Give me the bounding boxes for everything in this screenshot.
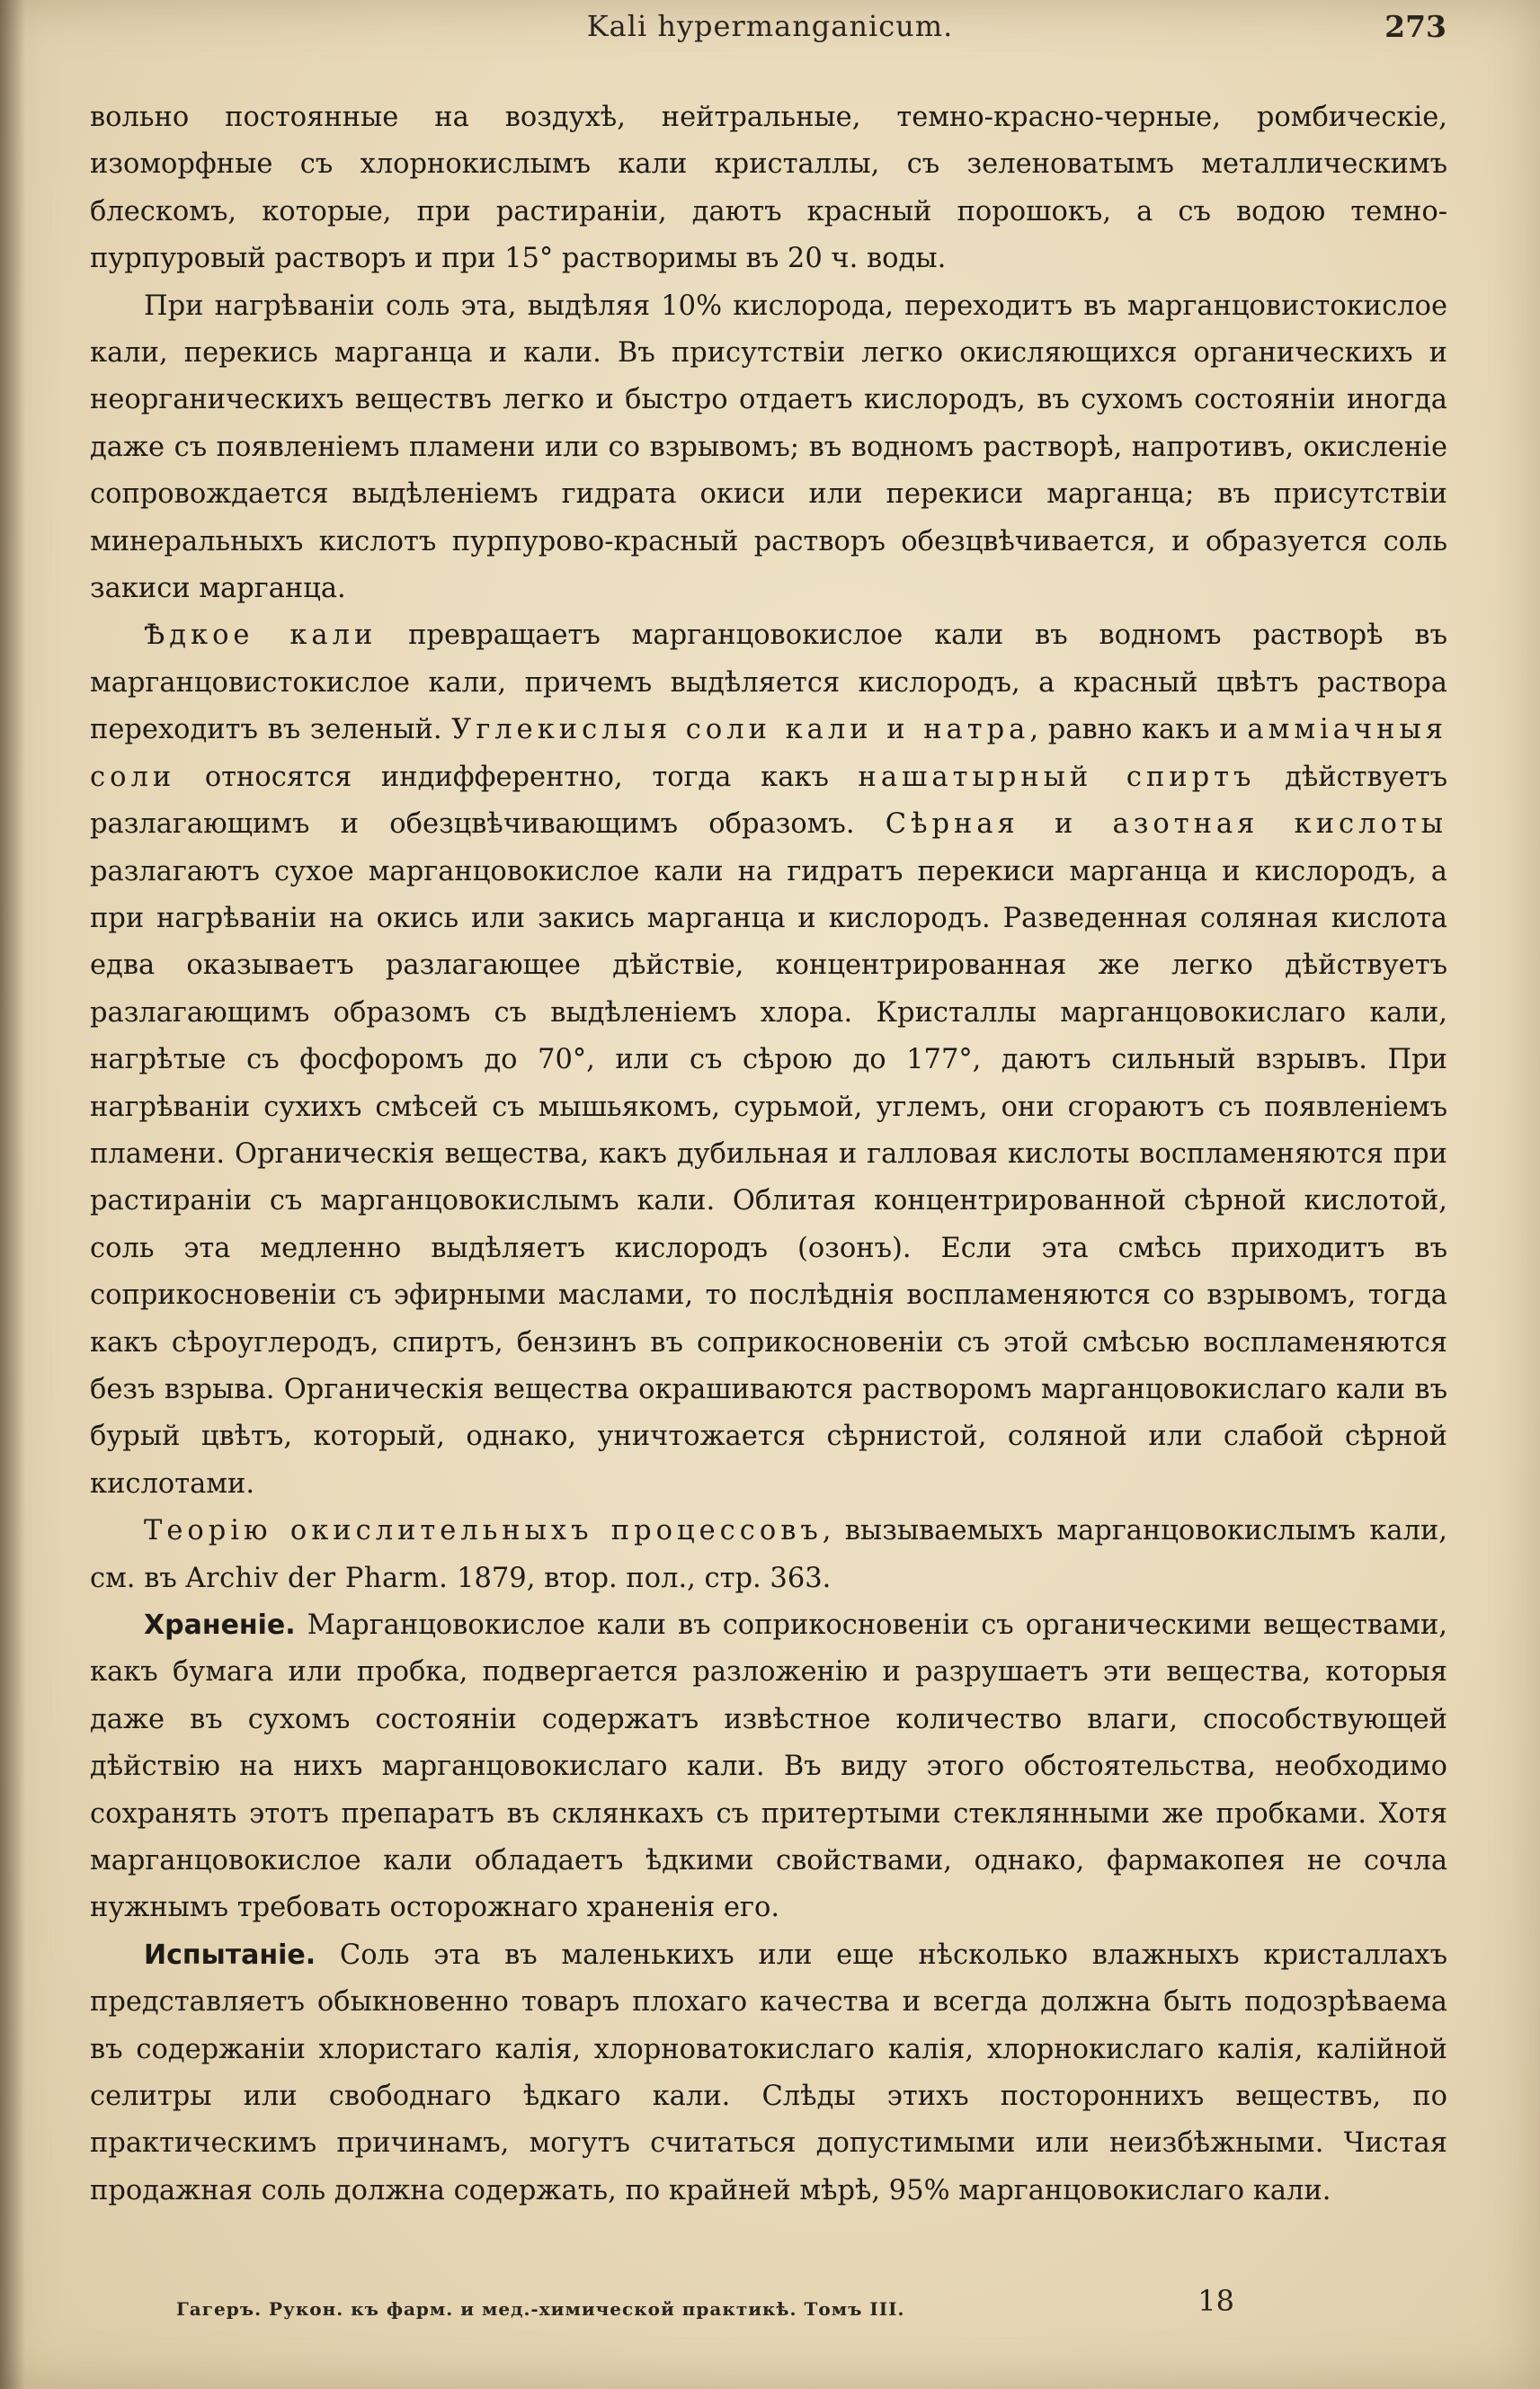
text-run: Марганцовокислое кали въ соприкосновеніи съ органическими веществами, какъ бумага или пробка, подвергается разложенію и разрушаетъ эти вещества, которыя даже въ сухомъ состояніи содержатъ извѣстное количество влаги, способствующей дѣйствію на нихъ марганцовокислаго кали. Въ виду этого обстоятельства, необходимо сохранять этотъ препаратъ въ склянкахъ съ притертыми стеклянными же пробками. Хотя марганцовокислое кали обладаетъ ѣдкими свойствами, однако, фармакопея не сочла нужнымъ требовать осторожнаго храненія его. xyxy=(90,1609,1447,1924)
paragraph xyxy=(90,1508,1447,1602)
emphasized-text: Сѣрная и азотная кислоты xyxy=(885,808,1447,841)
signature-mark: 18 xyxy=(1197,2284,1234,2318)
section-term: Испытаніе. xyxy=(144,1939,316,1971)
text-run: разлагаютъ сухое марганцовокислое кали на гидратъ перекиси марганца и кислородъ, а при нагрѣваніи на окись или закись марганца и кислородъ. Разведенная соляная кислота едва оказываетъ разлагающее дѣйствіе, концентрированная же легко дѣйствуетъ разлагающимъ образомъ съ выдѣленіемъ хлора. Кристаллы марганцовокислаго кали, нагрѣтые съ фосфоромъ до 70°, или съ сѣрою до 177°, даютъ сильный взрывъ. При нагрѣваніи сухихъ смѣсей съ мышьякомъ, сурьмой, углемъ, они сгораютъ съ появленіемъ пламени. Органическія вещества, какъ дубильная и галловая кислоты воспламеняются при растираніи съ марганцовокислымъ кали. Облитая концентрированной сѣрной кислотой, соль эта медленно выдѣляетъ кислородъ (озонъ). Если эта смѣсь приходитъ въ соприкосновеніи съ эфирными маслами, то послѣднія воспламеняются со взрывомъ, тогда какъ сѣроуглеродъ, спиртъ, бензинъ въ соприкосновеніи съ этой смѣсью воспламеняются безъ взрыва. Органическія вещества окрашиваются растворомъ марганцовокислаго кали въ бурый цвѣтъ, который, однако, уничтожается сѣрнистой, соляной или слабой сѣрной кислотами. xyxy=(90,855,1447,1500)
text-run: 1879, втор. пол., стр. 363. xyxy=(448,1562,832,1594)
page-footer xyxy=(176,2284,1378,2329)
text-run: , вызываемыхъ марганцовокислымъ кали, см. въ xyxy=(90,1515,1447,1594)
emphasized-text: Теорію окислительныхъ процессовъ xyxy=(144,1515,823,1547)
text-run: При нагрѣваніи соль эта, выдѣляя 10% кислорода, переходитъ въ марганцовистокислое кали, перекись марганца и кали. Въ присутствіи легко окисляющихся органическихъ и неорганическихъ веществъ легко и быстро отдаетъ кислородъ, въ сухомъ состояніи иногда даже съ появленіемъ пламени или со взрывомъ; въ водномъ растворѣ, напротивъ, окисленіе сопровождается выдѣленіемъ гидрата окиси или перекиси марганца; въ присутствіи минеральныхъ кислотъ пурпурово-красный растворъ обезцвѣчивается, и образуется соль закиси марганца. xyxy=(90,290,1447,605)
paragraph xyxy=(90,1932,1447,2215)
text-run: , равно какъ и xyxy=(1029,714,1248,746)
text-run: превращаетъ марганцовокислое кали въ водномъ растворѣ въ марганцовистокислое кали, причемъ выдѣляется кислородъ, а красный цвѣтъ раствора переходитъ въ зеленый. xyxy=(90,620,1447,746)
running-title: Kali hypermanganicum. xyxy=(586,9,954,43)
emphasized-text: нашатырный спиртъ xyxy=(858,761,1256,793)
text-run: вольно постоянные на воздухѣ, нейтральные, темно-красно-черные, ромбическіе, изоморфные съ хлорнокислымъ кали кристаллы, съ зеленоватымъ металлическимъ блескомъ, которые, при растираніи, даютъ красный порошокъ, а съ водою темно-пурпуровый растворъ и при 15° растворимы въ 20 ч. воды. xyxy=(90,102,1447,275)
page-header xyxy=(86,9,1454,50)
emphasized-text: Ѣдкое кали xyxy=(144,620,378,652)
emphasized-text: амміачныя соли xyxy=(90,714,1447,793)
text-run: Archiv der Pharm. xyxy=(185,1562,449,1594)
text-run: Соль эта въ маленькихъ или еще нѣсколько влажныхъ кристаллахъ представляетъ обыкновенно товаръ плохаго качества и всегда должна быть подозрѣваема въ содержаніи хлористаго калія, хлорноватокислаго калія, хлорнокислаго калія, калійной селитры или свободнаго ѣдкаго кали. Слѣды этихъ постороннихъ веществъ, по практическимъ причинамъ, могутъ считаться допустимыми или неизбѣжными. Чистая продажная соль должна содержать, по крайней мѣрѣ, 95% марганцовокислаго кали. xyxy=(90,1939,1447,2206)
text-run: относятся индифферентно, тогда какъ xyxy=(175,761,859,793)
emphasized-text: Углекислыя соли кали и натра xyxy=(451,714,1030,746)
text-run: дѣйствуетъ разлагающимъ и обезцвѣчивающимъ образомъ. xyxy=(90,761,1447,841)
paragraph xyxy=(90,94,1447,283)
paragraph xyxy=(90,283,1447,613)
section-term: Храненіе. xyxy=(144,1609,296,1641)
footer-note: Гагеръ. Рукон. къ фарм. и мед.-химической практикѣ. Томъ III. xyxy=(176,2298,905,2320)
paragraph xyxy=(90,612,1447,1508)
page-number: 273 xyxy=(1384,9,1447,44)
body-text xyxy=(90,94,1447,2215)
paragraph xyxy=(90,1602,1447,1932)
